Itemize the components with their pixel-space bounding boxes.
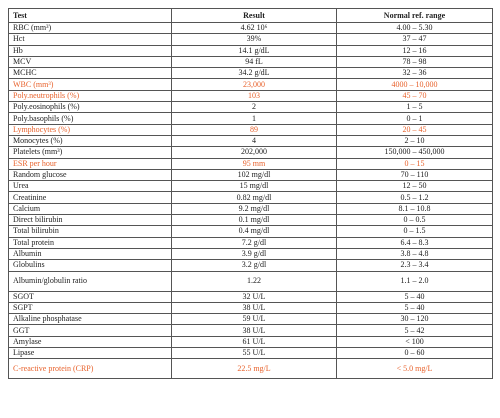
table-row [9,302,493,313]
range-cell: 1 – 5 [337,102,493,113]
result-cell: 102 mg/dl [172,169,337,180]
table-row [9,147,493,158]
result-cell: 55 U/L [172,348,337,359]
test-cell: Poly.basophils (%) [9,113,172,124]
result-cell: 38 U/L [172,302,337,313]
range-cell: 0 – 0.5 [337,215,493,226]
result-cell: 39% [172,34,337,45]
test-cell: Platelets (mm³) [9,147,172,158]
table-row [9,45,493,56]
table-row [9,169,493,180]
range-cell: 2 – 10 [337,135,493,146]
test-cell: Poly.eosinophils (%) [9,102,172,113]
table-row [9,336,493,347]
range-cell: 5 – 40 [337,302,493,313]
result-cell: 38 U/L [172,325,337,336]
result-cell: 1.22 [172,271,337,291]
range-cell: 0 – 1 [337,113,493,124]
table-row [9,260,493,271]
table-row [9,359,493,379]
range-cell: 12 – 16 [337,45,493,56]
test-cell: Creatinine [9,192,172,203]
table-row [9,325,493,336]
table-row [9,113,493,124]
table-row [9,23,493,34]
range-cell: 12 – 50 [337,181,493,192]
result-cell: 94 fL [172,56,337,67]
test-cell: Monocytes (%) [9,135,172,146]
test-cell: Hct [9,34,172,45]
result-cell: 14.1 g/dL [172,45,337,56]
result-cell: 9.2 mg/dl [172,203,337,214]
result-cell: 4 [172,135,337,146]
table-row [9,102,493,113]
header-test: Test [9,9,172,23]
range-cell: 78 – 98 [337,56,493,67]
range-cell: 5 – 40 [337,291,493,302]
result-cell: 7.2 g/dl [172,237,337,248]
test-cell: Urea [9,181,172,192]
lab-results-table [8,8,493,379]
range-cell: 0 – 60 [337,348,493,359]
table-row [9,90,493,101]
header-row [9,9,493,23]
range-cell: 32 – 36 [337,68,493,79]
range-cell: 3.8 – 4.8 [337,248,493,259]
test-cell: MCHC [9,68,172,79]
test-cell: Albumin [9,248,172,259]
table-row [9,34,493,45]
table-row [9,348,493,359]
test-cell: WBC (mm³) [9,79,172,90]
test-cell: Random glucose [9,169,172,180]
table-row [9,314,493,325]
result-cell: 22.5 mg/L [172,359,337,379]
table-row [9,237,493,248]
result-cell: 3.2 g/dl [172,260,337,271]
table-row [9,124,493,135]
range-cell: 2.3 – 3.4 [337,260,493,271]
range-cell: 0.5 – 1.2 [337,192,493,203]
table-row [9,271,493,291]
test-cell: SGOT [9,291,172,302]
result-cell: 202,000 [172,147,337,158]
result-cell: 23,000 [172,79,337,90]
test-cell: Lymphocytes (%) [9,124,172,135]
result-cell: 95 mm [172,158,337,169]
result-cell: 1 [172,113,337,124]
test-cell: Lipase [9,348,172,359]
table-row [9,158,493,169]
result-cell: 2 [172,102,337,113]
test-cell: Direct bilirubin [9,215,172,226]
range-cell: 5 – 42 [337,325,493,336]
result-cell: 0.82 mg/dl [172,192,337,203]
table-row [9,215,493,226]
test-cell: Hb [9,45,172,56]
table-row [9,135,493,146]
result-cell: 15 mg/dl [172,181,337,192]
result-cell: 103 [172,90,337,101]
test-cell: Poly.neutrophils (%) [9,90,172,101]
table-row [9,192,493,203]
range-cell: 20 – 45 [337,124,493,135]
test-cell: Total protein [9,237,172,248]
test-cell: C-reactive protein (CRP) [9,359,172,379]
result-cell: 32 U/L [172,291,337,302]
range-cell: < 100 [337,336,493,347]
range-cell: 37 – 47 [337,34,493,45]
range-cell: < 5.0 mg/L [337,359,493,379]
table-row [9,56,493,67]
result-cell: 34.2 g/dL [172,68,337,79]
result-cell: 89 [172,124,337,135]
header-result: Result [172,9,337,23]
table-row [9,79,493,90]
test-cell: MCV [9,56,172,67]
table-row [9,291,493,302]
header-range: Normal ref. range [337,9,493,23]
range-cell: 45 – 70 [337,90,493,101]
result-cell: 3.9 g/dl [172,248,337,259]
range-cell: 70 – 110 [337,169,493,180]
table-row [9,181,493,192]
result-cell: 0.4 mg/dl [172,226,337,237]
table-header [9,9,493,23]
table-row [9,226,493,237]
result-cell: 0.1 mg/dl [172,215,337,226]
test-cell: Alkaline phosphatase [9,314,172,325]
range-cell: 1.1 – 2.0 [337,271,493,291]
range-cell: 4000 – 10,000 [337,79,493,90]
result-cell: 4.62 10⁶ [172,23,337,34]
range-cell: 4.00 – 5.30 [337,23,493,34]
test-cell: SGPT [9,302,172,313]
range-cell: 8.1 – 10.8 [337,203,493,214]
result-cell: 59 U/L [172,314,337,325]
test-cell: Calcium [9,203,172,214]
test-cell: RBC (mm³) [9,23,172,34]
test-cell: Globulins [9,260,172,271]
table-body [9,23,493,379]
test-cell: Amylase [9,336,172,347]
range-cell: 6.4 – 8.3 [337,237,493,248]
test-cell: ESR per hour [9,158,172,169]
table-row [9,248,493,259]
range-cell: 0 – 15 [337,158,493,169]
result-cell: 61 U/L [172,336,337,347]
test-cell: GGT [9,325,172,336]
range-cell: 0 – 1.5 [337,226,493,237]
test-cell: Total bilirubin [9,226,172,237]
table-row [9,68,493,79]
range-cell: 150,000 – 450,000 [337,147,493,158]
table-row [9,203,493,214]
test-cell: Albumin/globulin ratio [9,271,172,291]
range-cell: 30 – 120 [337,314,493,325]
